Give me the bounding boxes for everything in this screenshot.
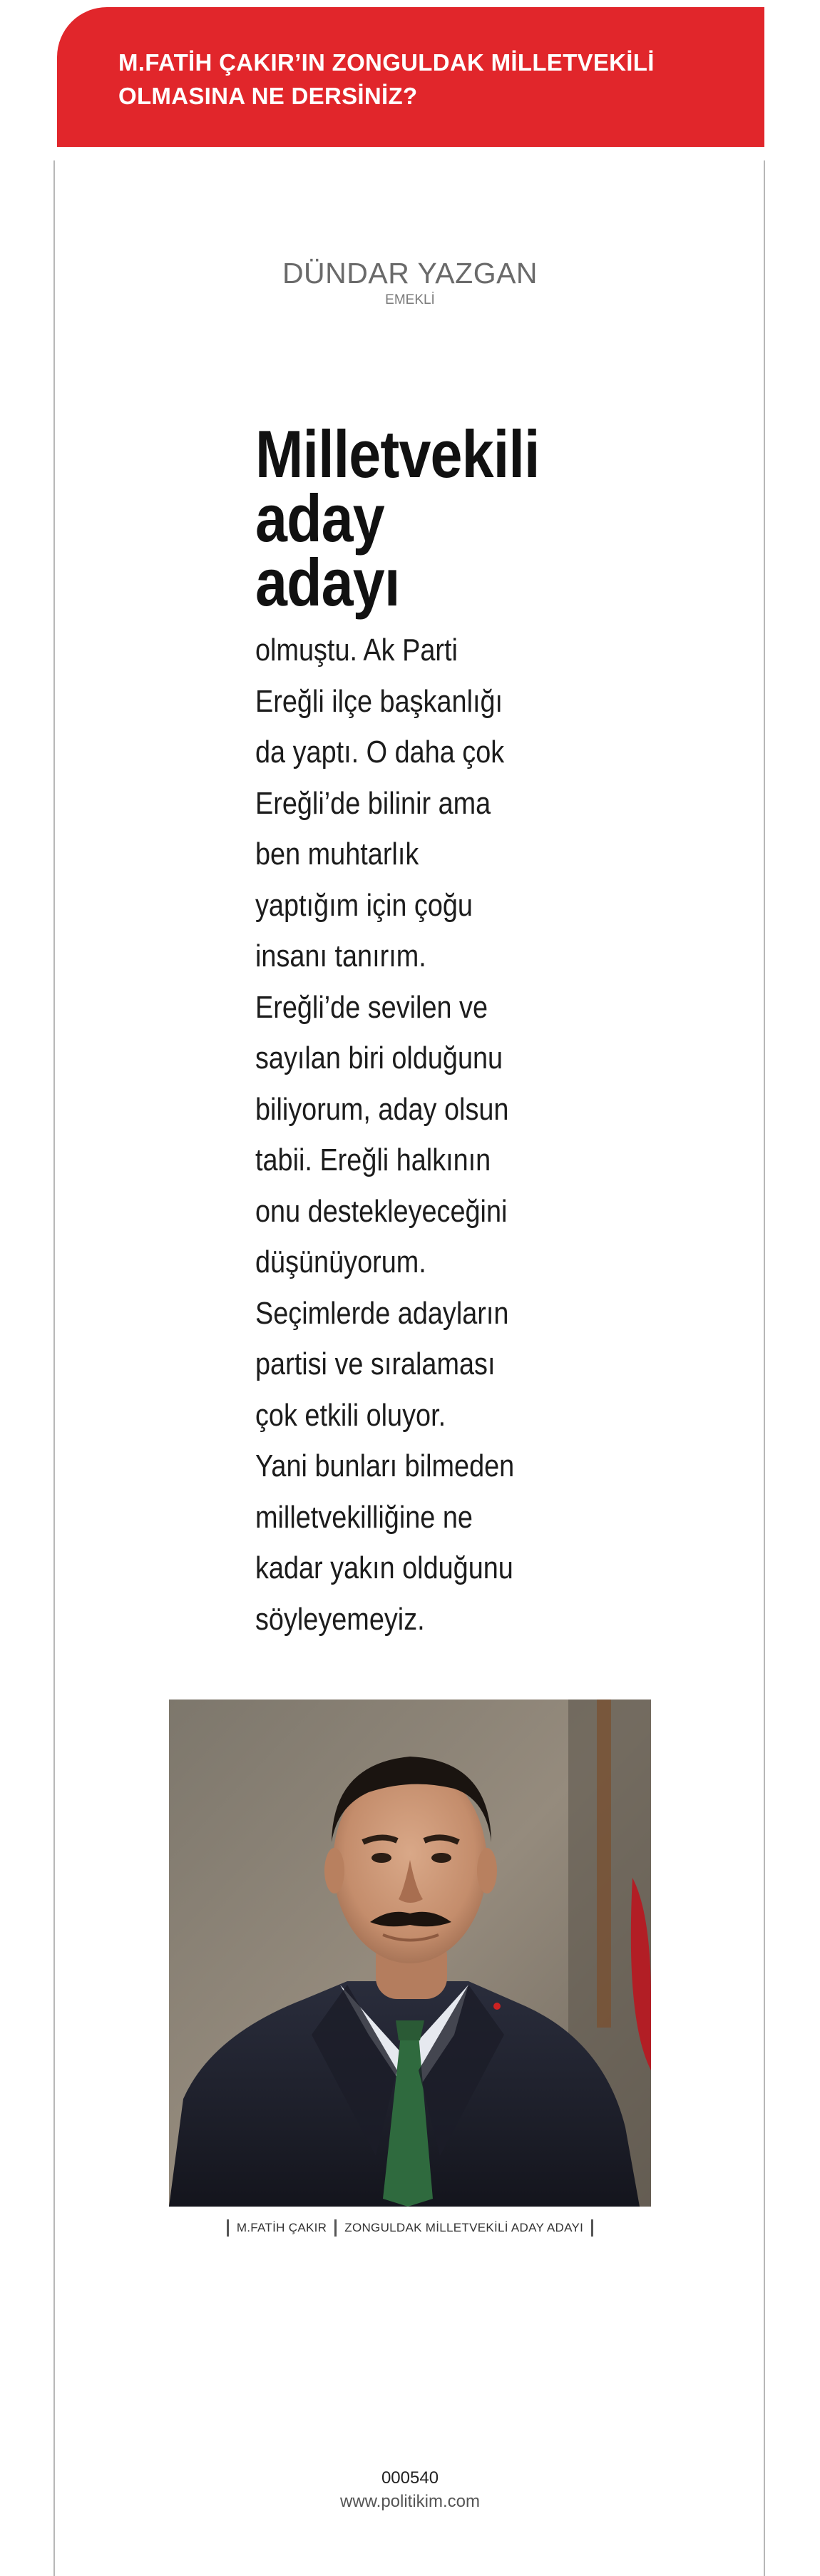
body-line: ben muhtarlık <box>255 837 419 872</box>
caption-divider <box>334 2219 337 2237</box>
footer-code: 000540 <box>381 2468 439 2488</box>
body-line: tabii. Ereğli halkının <box>255 1143 491 1177</box>
article-body <box>255 625 574 1645</box>
caption-name: M.FATİH ÇAKIR <box>236 2221 327 2234</box>
body-line: sayılan biri olduğunu <box>255 1041 503 1075</box>
body-line: Ereğli’de sevilen ve <box>255 989 488 1025</box>
body-line: insanı tanırım. <box>255 939 426 973</box>
headline-line: aday <box>255 481 384 556</box>
footer <box>0 2468 820 2513</box>
caption-divider <box>591 2219 593 2237</box>
headline-line: adayı <box>255 545 400 620</box>
photo-caption <box>0 2219 820 2237</box>
body-line: olmuştu. Ak Parti <box>255 633 458 668</box>
portrait-photo <box>169 1700 651 2207</box>
body-line: söyleyemeyiz. <box>255 1601 425 1637</box>
body-line: biliyorum, aday olsun <box>255 1091 509 1127</box>
caption-divider <box>227 2219 229 2237</box>
byline <box>0 255 820 308</box>
body-line: Ereğli’de bilinir ama <box>255 785 491 821</box>
headline <box>255 416 635 620</box>
author-role: EMEKLİ <box>385 292 435 307</box>
footer-site: www.politikim.com <box>339 2492 481 2511</box>
portrait-illustration <box>169 1700 651 2207</box>
body-line: Ereğli ilçe başkanlığı <box>255 683 503 719</box>
body-line: milletvekilliğine ne <box>255 1499 473 1535</box>
body-line: Yani bunları bilmeden <box>255 1448 515 1483</box>
body-line: da yaptı. O daha çok <box>255 735 505 770</box>
caption-role: ZONGULDAK MİLLETVEKİLİ ADAY ADAYI <box>344 2221 584 2234</box>
body-line: partisi ve sıralaması <box>255 1346 496 1381</box>
header-title: M.FATİH ÇAKIR’IN ZONGULDAK MİLLETVEKİLİ OLMASINA NE DERSİNİZ? <box>118 49 655 109</box>
article <box>255 416 655 1645</box>
body-line: çok etkili oluyor. <box>255 1397 446 1433</box>
body-line: Seçimlerde adayların <box>255 1295 509 1331</box>
body-line: onu destekleyeceğini <box>255 1193 508 1229</box>
body-line: kadar yakın olduğunu <box>255 1550 513 1585</box>
header-banner <box>57 7 764 147</box>
author-name: DÜNDAR YAZGAN <box>282 257 538 290</box>
body-line: düşünüyorum. <box>255 1244 426 1279</box>
headline-line: Milletvekili <box>255 416 540 491</box>
body-line: yaptığım için çoğu <box>255 887 473 923</box>
